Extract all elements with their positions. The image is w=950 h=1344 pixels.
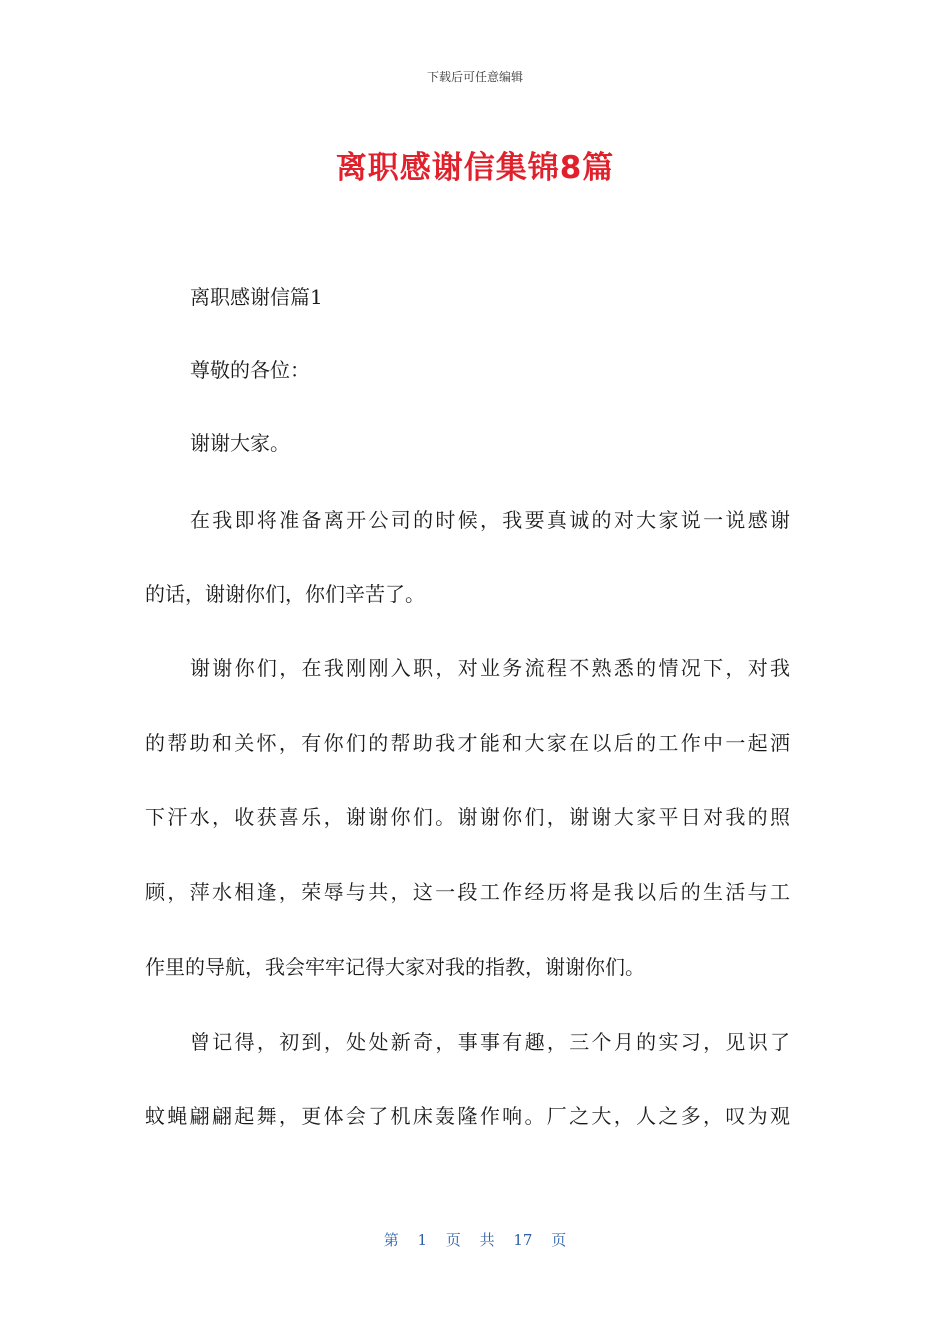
paragraph-line: 蚊蝇翩翩起舞，更体会了机床轰隆作响。厂之大，人之多，叹为观 [145, 1104, 790, 1128]
paragraph-line: 下汗水，收获喜乐，谢谢你们。谢谢你们，谢谢大家平日对我的照 [145, 805, 790, 829]
paragraph-line: 谢谢你们，在我刚刚入职，对业务流程不熟悉的情况下，对我 [190, 656, 790, 680]
salutation: 尊敬的各位： [190, 358, 310, 382]
paragraph-line: 的话，谢谢你们，你们辛苦了。 [145, 582, 425, 606]
paragraph-line: 顾，萍水相逢，荣辱与共，这一段工作经历将是我以后的生活与工 [145, 880, 790, 904]
paragraph-line: 作里的导航，我会牢牢记得大家对我的指教，谢谢你们。 [145, 955, 645, 979]
paragraph-line: 谢谢大家。 [190, 431, 290, 455]
paragraph-line: 曾记得，初到，处处新奇，事事有趣，三个月的实习，见识了 [190, 1030, 790, 1054]
header-note: 下载后可任意编辑 [426, 70, 523, 84]
section-heading: 离职感谢信篇1 [190, 285, 323, 309]
document-title: 离职感谢信集锦8篇 [335, 150, 615, 186]
paragraph-line: 在我即将准备离开公司的时候，我要真诚的对大家说一说感谢 [190, 508, 790, 532]
page-footer: 第 1 页 共 17 页 [383, 1231, 567, 1249]
paragraph-line: 的帮助和关怀，有你们的帮助我才能和大家在以后的工作中一起洒 [145, 731, 790, 755]
